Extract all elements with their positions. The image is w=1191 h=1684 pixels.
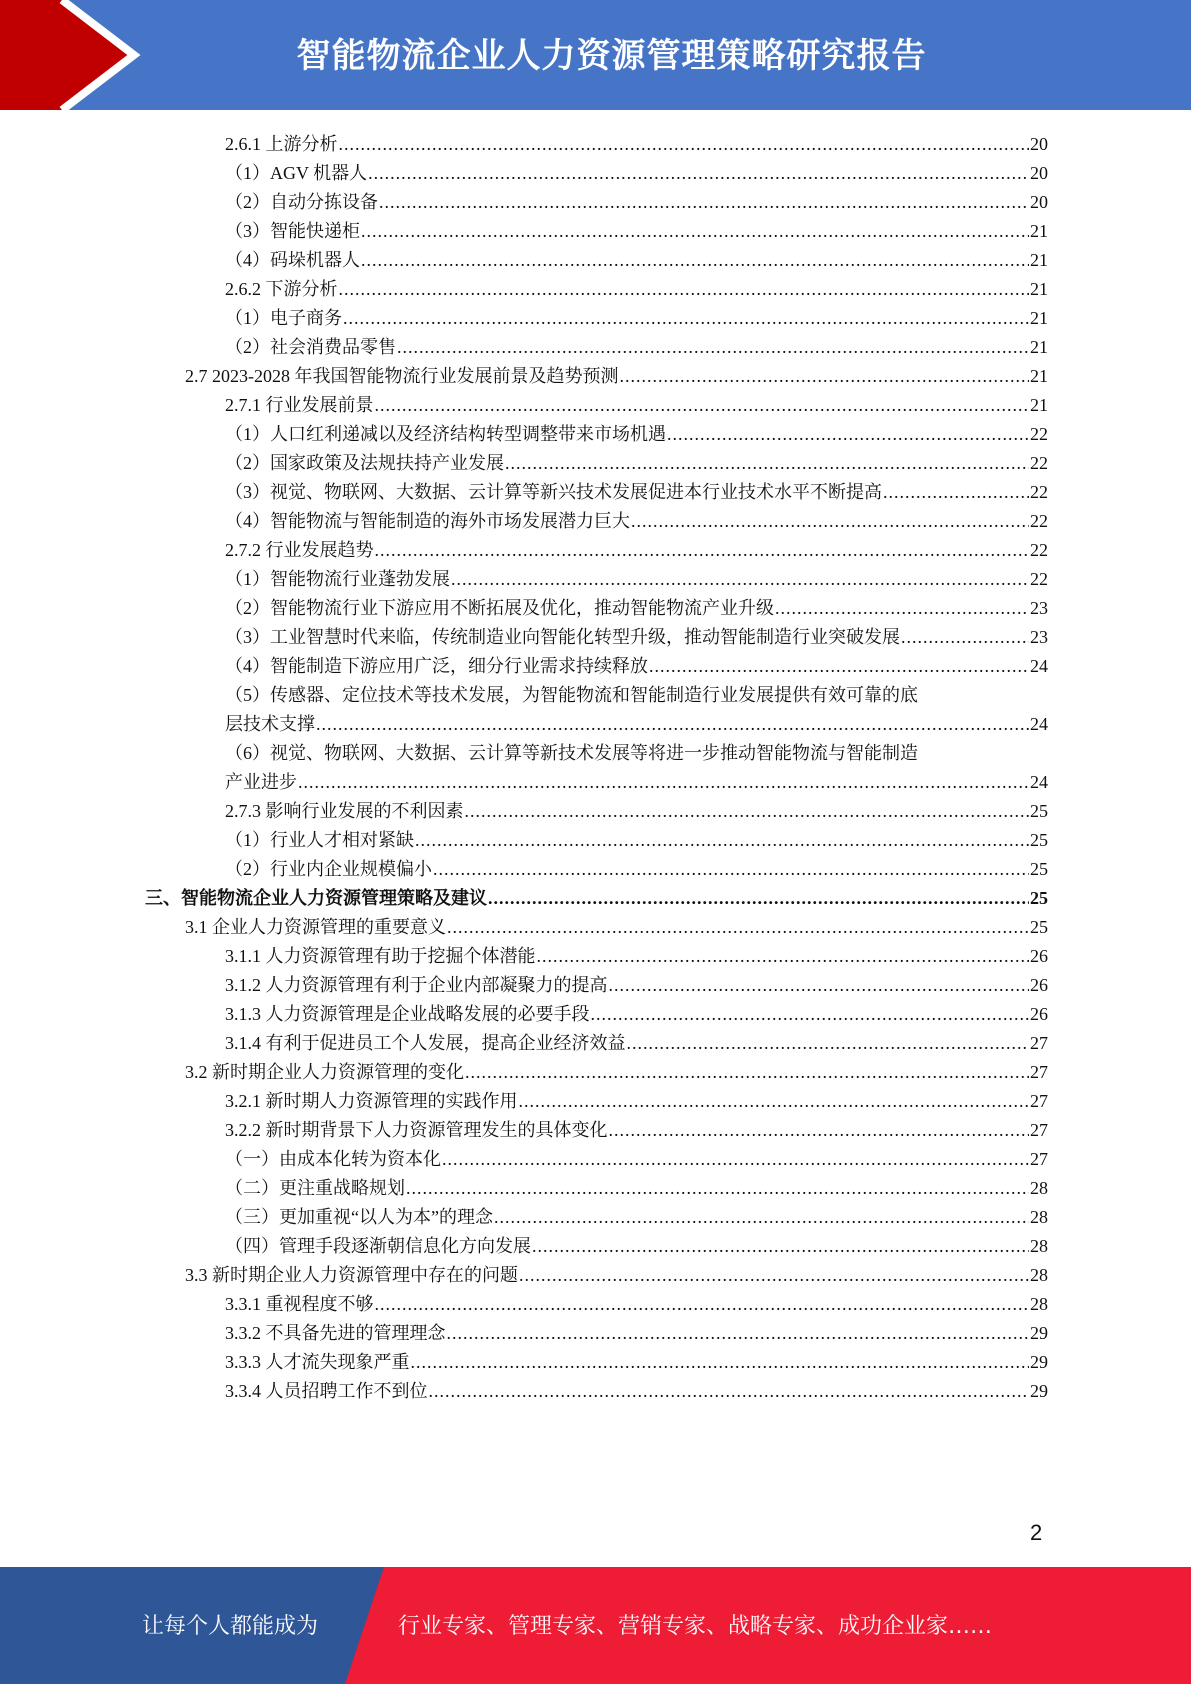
toc-entry-page: 26 [1030,946,1048,966]
toc-entry[interactable] [225,478,1048,507]
dot-leader [379,188,1029,217]
toc-entry-page: 29 [1030,1323,1048,1343]
toc-entry-title: 层技术支撑 [225,714,315,734]
toc-entry-page: 27 [1030,1091,1048,1111]
dot-leader [339,130,1030,159]
toc-entry[interactable] [225,1174,1048,1203]
toc-entry-page: 25 [1030,917,1048,937]
toc-entry-page: 21 [1030,395,1048,415]
toc-entry[interactable] [225,188,1048,217]
toc-entry[interactable] [225,565,1048,594]
toc-entry-page: 28 [1030,1236,1048,1256]
dot-leader [775,594,1029,623]
toc-entry-page: 22 [1030,540,1048,560]
toc-entry-title: （3）视觉、物联网、大数据、云计算等新兴技术发展促进本行业技术水平不断提高 [225,482,882,502]
toc-entry-title: （2）自动分拣设备 [225,192,378,212]
toc-entry-page: 21 [1030,366,1048,386]
dot-leader [361,246,1029,275]
toc-entry-title: （一）由成本化转为资本化 [225,1149,441,1169]
toc-entry[interactable] [225,159,1048,188]
toc-entry-page: 21 [1030,279,1048,299]
toc-entry-page: 20 [1030,163,1048,183]
toc-entry-page: 28 [1030,1178,1048,1198]
toc-entry-title: 3.3 新时期企业人力资源管理中存在的问题 [185,1265,518,1285]
toc-entry-title: 2.7 2023-2028 年我国智能物流行业发展前景及趋势预测 [185,366,619,386]
toc-entry[interactable] [225,623,1048,652]
toc-entry-title: （2）智能物流行业下游应用不断拓展及优化，推动智能物流产业升级 [225,598,774,618]
page-footer [0,1567,1191,1684]
toc-entry[interactable] [225,1319,1048,1348]
toc-entry-page: 27 [1030,1120,1048,1140]
toc-entry[interactable] [225,130,1048,159]
dot-leader [488,884,1029,913]
dot-leader [316,710,1029,739]
toc-entry-page: 25 [1030,888,1048,908]
toc-entry[interactable] [225,1377,1048,1406]
toc-entry[interactable] [225,420,1048,449]
toc-entry[interactable] [225,1203,1048,1232]
report-title: 智能物流企业人力资源管理策略研究报告 [296,36,927,76]
dot-leader [343,304,1029,333]
toc-entry-title: （二）更注重战略规划 [225,1178,405,1198]
dot-leader [361,217,1029,246]
dot-leader [429,1377,1030,1406]
toc-entry-page: 22 [1030,569,1048,589]
toc-entry[interactable] [185,1261,1048,1290]
toc-entry[interactable] [225,1029,1048,1058]
toc-entry-title: （2）社会消费品零售 [225,337,396,357]
toc-entry[interactable] [225,507,1048,536]
toc-entry-title: 3.2.1 新时期人力资源管理的实践作用 [225,1091,518,1111]
toc-entry-title: 产业进步 [225,772,297,792]
dot-leader [339,275,1030,304]
toc-entry[interactable] [225,739,1048,768]
toc-entry-title: 3.1.3 人力资源管理是企业战略发展的必要手段 [225,1004,590,1024]
toc-entry-page: 21 [1030,250,1048,270]
toc-entry[interactable] [225,826,1048,855]
toc-entry-page: 21 [1030,308,1048,328]
toc-entry-page: 26 [1030,975,1048,995]
page-number: 2 [1030,1520,1043,1545]
toc-entry-title: 2.7.2 行业发展趋势 [225,540,374,560]
dot-leader [609,971,1030,1000]
toc-entry-title: 3.3.3 人才流失现象严重 [225,1352,410,1372]
toc-entry-page: 25 [1030,859,1048,879]
dot-leader [415,826,1029,855]
toc-entry-title: 2.7.3 影响行业发展的不利因素 [225,801,464,821]
dot-leader [375,536,1030,565]
toc-entry-page: 23 [1030,598,1048,618]
toc-entry[interactable] [225,1290,1048,1319]
toc-entry-page: 27 [1030,1033,1048,1053]
dot-leader [649,652,1029,681]
toc-entry-title: （2）国家政策及法规扶持产业发展 [225,453,504,473]
dot-leader [411,1348,1030,1377]
toc-entry[interactable] [145,884,1048,913]
dot-leader [368,159,1029,188]
dot-leader [591,1000,1030,1029]
toc-entry[interactable] [225,768,1048,797]
toc-entry-title: （4）智能制造下游应用广泛，细分行业需求持续释放 [225,656,648,676]
toc-entry[interactable] [225,942,1048,971]
toc-entry-page: 25 [1030,801,1048,821]
toc-entry-title: 3.1 企业人力资源管理的重要意义 [185,917,446,937]
toc-entry[interactable] [225,797,1048,826]
toc-entry-page: 27 [1030,1062,1048,1082]
dot-leader [883,478,1029,507]
toc-entry[interactable] [225,681,1048,710]
toc-entry-title: （1）电子商务 [225,308,342,328]
toc-entry[interactable] [185,362,1048,391]
toc-entry-page: 22 [1030,424,1048,444]
dot-leader [451,565,1029,594]
dot-leader [537,942,1030,971]
toc-entry-title: 3.2 新时期企业人力资源管理的变化 [185,1062,464,1082]
toc-entry-page: 25 [1030,830,1048,850]
toc-entry-title: （2）行业内企业规模偏小 [225,859,432,879]
toc-entry-page: 26 [1030,1004,1048,1024]
toc-entry-title: （1）人口红利递减以及经济结构转型调整带来市场机遇 [225,424,666,444]
toc-entry[interactable] [225,1000,1048,1029]
toc-entry[interactable] [225,304,1048,333]
toc-entry-title: （4）码垛机器人 [225,250,360,270]
toc-entry-title: （3）智能快递柜 [225,221,360,241]
toc-entry[interactable] [225,652,1048,681]
toc-entry-page: 28 [1030,1207,1048,1227]
toc-entry-page: 21 [1030,221,1048,241]
toc-entry-page: 28 [1030,1265,1048,1285]
dot-leader [465,1058,1029,1087]
dot-leader [298,768,1029,797]
dot-leader [447,913,1029,942]
page-header [0,0,1191,110]
toc-entry-page: 20 [1030,192,1048,212]
toc-entry-page: 21 [1030,337,1048,357]
toc-entry-title: （四）管理手段逐渐朝信息化方向发展 [225,1236,531,1256]
dot-leader [406,1174,1029,1203]
toc-entry-title: 3.1.2 人力资源管理有利于企业内部凝聚力的提高 [225,975,608,995]
toc-entry[interactable] [225,1232,1048,1261]
toc-entry[interactable] [225,275,1048,304]
toc-entry[interactable] [225,1116,1048,1145]
toc-entry[interactable] [225,710,1048,739]
dot-leader [494,1203,1029,1232]
toc-entry-title: （5）传感器、定位技术等技术发展，为智能物流和智能制造行业发展提供有效可靠的底 [225,685,918,705]
toc-entry[interactable] [225,536,1048,565]
toc-entry[interactable] [185,1058,1048,1087]
dot-leader [397,333,1029,362]
dot-leader [627,1029,1030,1058]
toc-entry[interactable] [225,594,1048,623]
toc-entry-title: （1）智能物流行业蓬勃发展 [225,569,450,589]
toc-entry-title: 2.7.1 行业发展前景 [225,395,374,415]
toc-entry-page: 29 [1030,1381,1048,1401]
toc-entry-title: （3）工业智慧时代来临，传统制造业向智能化转型升级，推动智能制造行业突破发展 [225,627,900,647]
dot-leader [620,362,1030,391]
toc-entry-page: 29 [1030,1352,1048,1372]
toc-entry-title: 三、智能物流企业人力资源管理策略及建议 [145,888,487,908]
toc-entry[interactable] [225,1145,1048,1174]
toc-entry[interactable] [185,913,1048,942]
toc-entry-title: 2.6.1 上游分析 [225,134,338,154]
toc-entry[interactable] [225,391,1048,420]
toc-entry-title: （1）行业人才相对紧缺 [225,830,414,850]
toc-entry-page: 23 [1030,627,1048,647]
toc-entry-page: 24 [1030,656,1048,676]
footer-slogan-left: 让每个人都能成为 [142,1614,319,1639]
dot-leader [519,1087,1030,1116]
toc-entry-title: 3.3.1 重视程度不够 [225,1294,374,1314]
toc-entry-title: （三）更加重视“以人为本”的理念 [225,1207,493,1227]
dot-leader [375,1290,1030,1319]
toc-entry[interactable] [225,333,1048,362]
toc-entry-page: 28 [1030,1294,1048,1314]
toc-entry-page: 22 [1030,453,1048,473]
toc-entry-page: 24 [1030,714,1048,734]
toc-entry-page: 22 [1030,482,1048,502]
toc-entry[interactable] [225,217,1048,246]
toc-entry[interactable] [225,855,1048,884]
dot-leader [447,1319,1030,1348]
dot-leader [667,420,1029,449]
toc-entry-title: 2.6.2 下游分析 [225,279,338,299]
toc-entry-title: 3.2.2 新时期背景下人力资源管理发生的具体变化 [225,1120,608,1140]
dot-leader [901,623,1029,652]
toc-entry-title: （1）AGV 机器人 [225,163,368,183]
toc-entry-title: 3.1.1 人力资源管理有助于挖掘个体潜能 [225,946,536,966]
dot-leader [532,1232,1029,1261]
footer-slogan-right: 行业专家、管理专家、营销专家、战略专家、成功企业家…… [398,1614,993,1639]
toc-entry-title: （4）智能物流与智能制造的海外市场发展潜力巨大 [225,511,630,531]
toc-entry[interactable] [225,1348,1048,1377]
toc-entry[interactable] [225,1087,1048,1116]
toc-entry[interactable] [225,449,1048,478]
toc-entry[interactable] [225,246,1048,275]
dot-leader [609,1116,1030,1145]
dot-leader [631,507,1029,536]
dot-leader [433,855,1029,884]
dot-leader [519,1261,1029,1290]
toc-entry[interactable] [225,971,1048,1000]
toc-entry-title: 3.3.4 人员招聘工作不到位 [225,1381,428,1401]
toc-entry-title: （6）视觉、物联网、大数据、云计算等新技术发展等将进一步推动智能物流与智能制造 [225,743,918,763]
dot-leader [442,1145,1029,1174]
toc-entry-page: 24 [1030,772,1048,792]
dot-leader [505,449,1029,478]
toc-entry-title: 3.3.2 不具备先进的管理理念 [225,1323,446,1343]
dot-leader [375,391,1030,420]
toc-entry-page: 20 [1030,134,1048,154]
dot-leader [465,797,1030,826]
toc-entry-page: 22 [1030,511,1048,531]
toc-entry-title: 3.1.4 有利于促进员工个人发展，提高企业经济效益 [225,1033,626,1053]
toc-entry-page: 27 [1030,1149,1048,1169]
